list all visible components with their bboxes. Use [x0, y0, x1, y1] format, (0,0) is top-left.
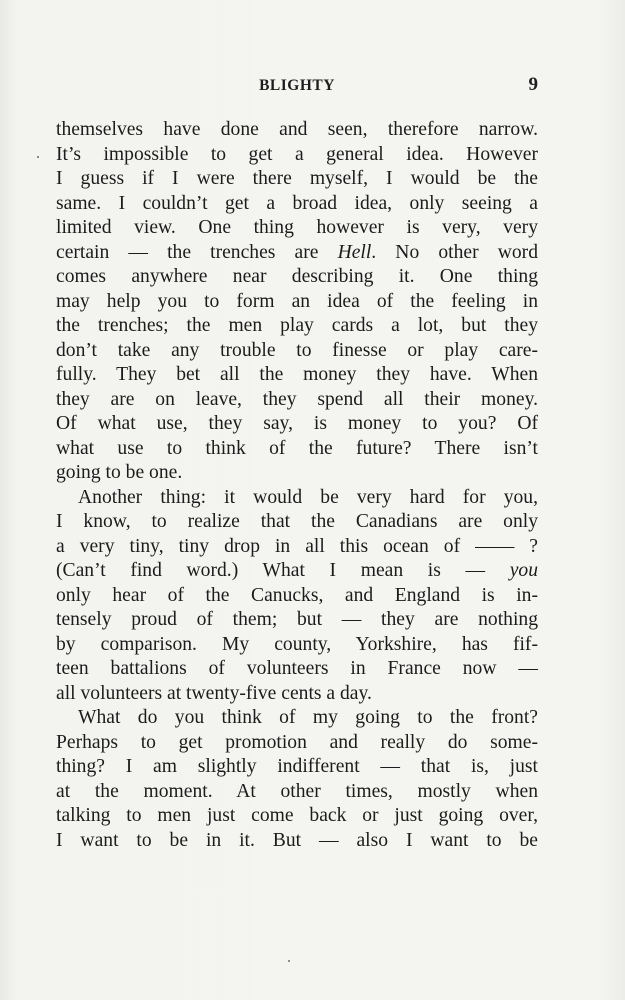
- italic-emphasis: Hell: [337, 241, 372, 263]
- text-line: Perhaps to get promotion and really do some-: [56, 731, 538, 753]
- text-line: going to be one.: [56, 462, 183, 483]
- text-line-with-italic: certain — the trenches are Hell. No other word: [56, 241, 538, 263]
- text-line: by comparison. My county, Yorkshire, has fif-: [56, 633, 538, 655]
- text-line-with-italic: (Can’t find word.) What I mean is — you: [56, 560, 538, 581]
- text-line: teen battalions of volunteers in France now —: [56, 658, 538, 679]
- text-line: I want to be in it. But — also I want to be: [56, 829, 538, 851]
- italic-emphasis: you: [509, 560, 538, 581]
- text-line: I guess if I were there myself, I would be the: [56, 168, 538, 189]
- text-line: I know, to realize that the Canadians are only: [56, 511, 538, 532]
- body-text: [56, 118, 538, 853]
- text-line: at the moment. At other times, mostly when: [56, 780, 538, 802]
- text-line: they are on leave, they spend all their money.: [56, 388, 538, 410]
- text-line: the trenches; the men play cards a lot, but they: [56, 315, 538, 336]
- text-line: a very tiny, tiny drop in all this ocean of —— ?: [56, 535, 538, 557]
- text-line: don’t take any trouble to finesse or play care-: [56, 339, 538, 361]
- text-line: Of what use, they say, is money to you? Of: [56, 413, 538, 434]
- running-head: BLIGHTY: [259, 77, 335, 94]
- scan-speck: [288, 960, 290, 962]
- text-line: themselves have done and seen, therefore narrow.: [56, 119, 538, 140]
- text-line: what use to think of the future? There isn’t: [56, 437, 538, 459]
- text-line: same. I couldn’t get a broad idea, only seeing a: [56, 192, 538, 214]
- scan-speck: [37, 156, 39, 158]
- text-line: may help you to form an idea of the feeling in: [56, 290, 538, 312]
- text-line: tensely proud of them; but — they are nothing: [56, 609, 538, 630]
- text-line: comes anywhere near describing it. One thing: [56, 266, 538, 287]
- text-line: It’s impossible to get a general idea. However: [56, 143, 538, 165]
- page-header: [56, 74, 538, 98]
- text-line: What do you think of my going to the front?: [78, 707, 538, 728]
- text-line: limited view. One thing however is very, very: [56, 217, 538, 238]
- page-number: 9: [528, 74, 538, 95]
- text-line: Another thing: it would be very hard for you,: [78, 486, 538, 508]
- text-line: fully. They bet all the money they have. When: [56, 364, 538, 385]
- text-line: only hear of the Canucks, and England is in-: [56, 584, 538, 606]
- text-line: all volunteers at twenty-five cents a day.: [56, 682, 372, 704]
- text-line: thing? I am slightly indifferent — that is, just: [56, 756, 538, 777]
- text-line: talking to men just come back or just going over,: [56, 805, 538, 826]
